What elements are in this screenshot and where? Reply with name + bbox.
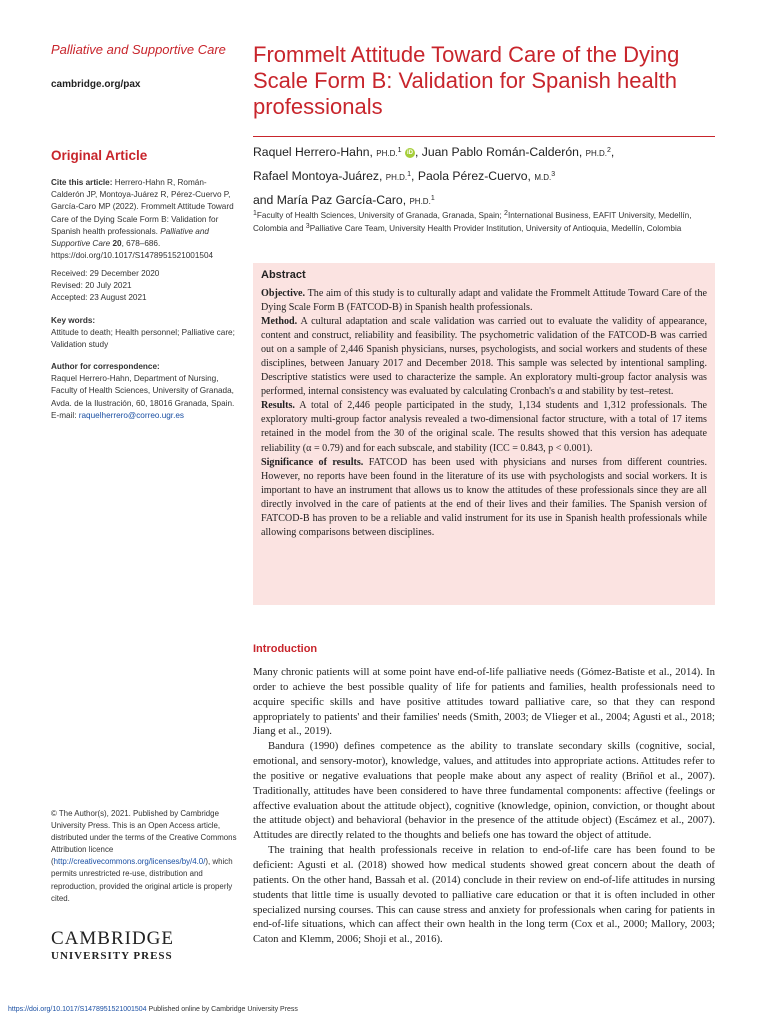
affiliation-1: Faculty of Health Sciences, University of Granada, Granada, Spain;: [256, 211, 505, 220]
author-name[interactable]: Paola Pérez-Cuervo,: [417, 169, 535, 183]
received-date: Received: 29 December 2020: [51, 269, 160, 278]
keywords-label: Key words:: [51, 316, 96, 325]
publisher-line-1: CAMBRIDGE: [51, 928, 175, 949]
affiliation-2: International Business, EAFIT University, Medellín, Colombia and: [253, 211, 692, 233]
keywords-list: Attitude to death; Health personnel; Palliative care; Validation study: [51, 328, 235, 350]
abstract-method: [261, 315, 707, 399]
author-affiliation-number: 1: [397, 147, 402, 154]
introduction-paragraph-3: The training that health professionals receive in relation to end-of-life care has been found to be deficient: Agusti et al. (2018) showed how medical students showed great concern about the death of patients. On the other hand, Bassah et al. (2014) conclude in their review on end-of-life attitudes in nursing students that little time is usually devoted to palliative care education or that it is often included in other specialized nursing courses. This can cause stress and anxiety for professionals when caring for patients in end-of-life situations, which can affect their own health in the long term (Cox et al., 2000; Mallory, 2003; Caton and Klemm, 2006; Shoji et al., 2016).: [253, 844, 715, 946]
author-affiliation-number: 3: [551, 171, 556, 178]
author-name[interactable]: Raquel Herrero-Hahn,: [253, 145, 377, 159]
article-dates: [51, 268, 159, 305]
keywords-block: [51, 315, 239, 352]
objective-text: The aim of this study is to culturally adapt and validate the Frommelt Attitude Toward Care of the Dying Scale Form B (FATCOD-B) in Spanish health professionals.: [261, 288, 707, 314]
author-affiliation-number: 2: [607, 147, 611, 154]
author-degree: PH.D.: [376, 149, 398, 158]
significance-text: FATCOD has been used with physicians and nurses from different countries. However, no reports have been found in the literature of its use with psychologists and social workers. It is important to have an instrument that allows us to know the attitudes of these professionals since they are all directly involved in the care of patients at the end of their lives and their families. The Spanish version of FATCOD-B has proven to be a reliable and valid instrument for its use in Spanish health professionals while allowing comparisons between disciplines.: [261, 456, 707, 538]
introduction-paragraph-2: Bandura (1990) defines competence as the ability to translate secondary skills (cognitive, social, emotional, and sensory-motor), knowledge, values, and attitudes into appropriate actions. Attitudes refer to the positive or negative evaluations that people make about any aspect of reality (Briñol et al., 2007). Traditionally, attitudes have been considered to have three fundamental components: affective (feelings or affective evaluation about the attitude object), cognitive (knowledge, opinion, conviction, or thought about the attitude object) and behavioral (behavior in the presence of the attitude object) (Escámez et al., 2007). Attitudes are directly related to the thoughts and beliefs one has toward the object of attitude.: [253, 740, 715, 842]
significance-label: Significance of results.: [261, 456, 364, 468]
abstract-box: [253, 263, 715, 605]
abstract-heading: Abstract: [261, 269, 306, 281]
title-divider: [253, 136, 715, 137]
publisher-logo: [51, 929, 174, 962]
abstract-significance: [261, 456, 707, 540]
sidebar: [51, 42, 239, 962]
footer-published: Published online by Cambridge University Press: [146, 1006, 298, 1013]
affiliation-number: 2: [504, 210, 508, 217]
article-type: Original Article: [51, 148, 148, 163]
author-degree: PH.D.: [409, 197, 431, 206]
abstract-body: [261, 287, 707, 540]
journal-name: Palliative and Supportive Care: [51, 42, 226, 57]
objective-label: Objective.: [261, 288, 306, 299]
affiliation-number: 1: [253, 210, 257, 217]
abstract-results: [261, 399, 707, 455]
introduction-paragraph-1: Many chronic patients will at some point have end-of-life palliative needs (Gómez-Batiste et al., 2014). In order to achieve the best possible quality of life for patients and families, health professionals need to acquire specific skills and have positive attitudes toward palliative care, so that they can respond appropriately to patients' and their families' needs (Smith, 2003; de Vlieger et al., 2004; Agusti et al., 2018; Jiang et al., 2019).: [253, 666, 715, 738]
page-footer: [8, 1006, 298, 1013]
cite-label: Cite this article:: [51, 178, 113, 187]
cite-journal: Palliative and Supportive Care: [51, 226, 209, 249]
license-text-pre: © The Author(s), 2021. Published by Cambridge University Press. This is an Open Access article, distributed under the terms of the Creative Commons Attribution licence (: [51, 809, 237, 867]
article-title: Frommelt Attitude Toward Care of the Dying Scale Form B: Validation for Spanish health professionals: [253, 42, 680, 119]
affiliations: [253, 210, 718, 235]
introduction-heading: Introduction: [253, 643, 318, 655]
correspondence-block: [51, 361, 241, 422]
author-degree: PH.D.: [385, 173, 408, 182]
correspondence-email-link[interactable]: raquelherrero@correo.ugr.es: [78, 410, 184, 420]
results-text: A total of 2,446 people participated in the study, 1,134 students and 1,312 professionals. The exploratory multi-group factor analysis revealed a two-dimensional factor structure, with a total of 17 items retained in the model from the 30 of the original scale. The results showed that this version has adequate reliability (α = 0.79) and for each subscale, and stability (ICC = 0.843, p < 0.001).: [261, 400, 707, 454]
citation-block: [51, 177, 239, 262]
orcid-icon[interactable]: iD: [406, 149, 413, 156]
publisher-line-2: UNIVERSITY PRESS: [51, 950, 173, 962]
accepted-date: Accepted: 23 August 2021: [51, 293, 147, 303]
license-url-link[interactable]: http://creativecommons.org/licenses/by/4.0/: [53, 857, 206, 867]
cite-pages: , 678–686.: [121, 239, 161, 249]
footer-doi-link[interactable]: https://doi.org/10.1017/S1478951521001504: [8, 1006, 147, 1013]
correspondence-text: Raquel Herrero-Hahn, Department of Nursing, Faculty of Health Sciences, University of Granada, Avda. de la Ilustración, 60, 18016 Granada, Spain. E-mail:: [51, 374, 235, 420]
introduction-body: [253, 665, 715, 947]
revised-date: Revised: 20 July 2021: [51, 281, 132, 291]
correspondence-label: Author for correspondence:: [51, 362, 160, 371]
author-degree: M.D.: [534, 173, 552, 182]
affiliation-number: 3: [305, 222, 310, 230]
cite-volume: 20: [112, 239, 122, 249]
license-text-post: ), which permits unrestricted re-use, distribution and reproduction, provided the original article is properly cited.: [51, 857, 233, 903]
author-name[interactable]: Rafael Montoya-Juárez,: [253, 169, 386, 183]
author-degree: PH.D.: [585, 149, 608, 158]
abstract-objective: [261, 287, 707, 315]
license-block: [51, 808, 241, 905]
journal-url-link[interactable]: cambridge.org/pax: [51, 79, 141, 90]
cite-text: Herrero-Hahn R, Román-Calderón JP, Montoya-Juárez R, Pérez-Cuervo P, García-Caro MP (2022). Frommelt Attitude Toward Care of the Dying Scale Form B: Validation for Spanish health professionals.: [51, 178, 234, 236]
author-name[interactable]: Juan Pablo Román-Calderón,: [421, 145, 586, 159]
results-label: Results.: [261, 400, 295, 412]
method-text: A cultural adaptation and scale validation was carried out to evaluate the validity of appearance, content and construct, reliability and feasibility. The psychometric validation of the FATCOD-B was carried out on a sample of 2,446 Spanish physicians, nurses, psychologists, and social workers and students of these disciplines, between January 2017 and December 2018. This sample was selected by intentional sampling. Descriptive statistics were used to characterize the sample. An exploratory multi-group factor analysis was performed, internal consistency was evaluated by calculating Cronbach's α and stability by test–retest.: [261, 316, 707, 398]
method-label: Method.: [261, 316, 298, 328]
author-list: Raquel Herrero-Hahn, PH.D.$^1$ iD , Juan Pablo Román-Calderón, PH.D.$^2$, Rafael Montoya-Juárez, PH.D.$^1$, Paola Pérez-Cuervo, M.D.$^3$ and María Paz García-Caro, PH.D.$^1$: [253, 145, 615, 207]
author-affiliation-number: 1: [407, 171, 412, 178]
author-affiliation-number: 1: [430, 195, 435, 202]
affiliation-3: Palliative Care Team, University Health Provider Institution, University of Antioquia, Medellín, Colombia: [309, 223, 682, 233]
cite-doi[interactable]: https://doi.org/10.1017/S1478951521001504: [51, 251, 214, 261]
author-name[interactable]: and María Paz García-Caro,: [253, 193, 410, 207]
